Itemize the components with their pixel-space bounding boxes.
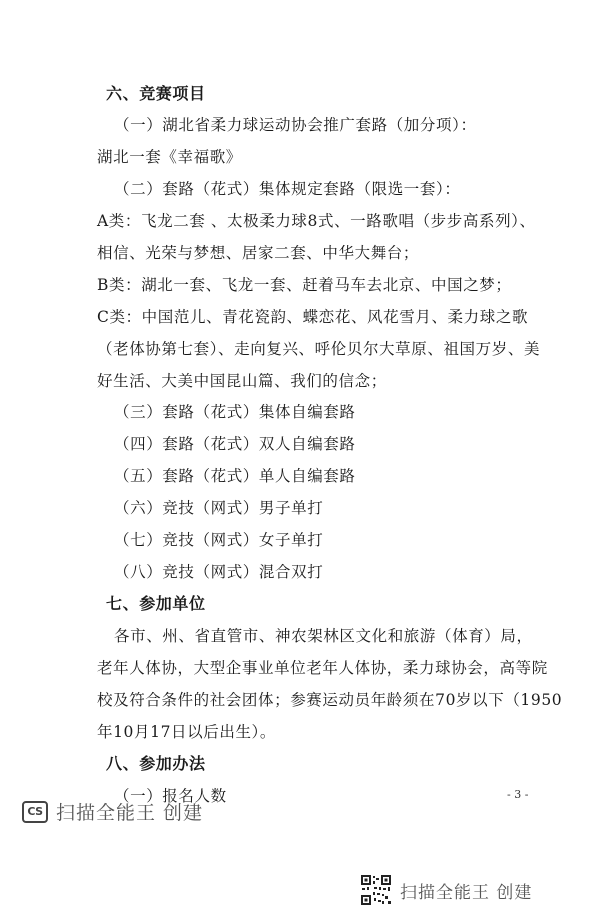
text-line: 年10月17日以后出生）。 — [97, 723, 276, 741]
text-line: 湖北一套《幸福歌》 — [97, 148, 242, 166]
scanner-watermark-footer — [360, 874, 532, 906]
text-line: A类：飞龙二套 、太极柔力球8式、一路歌唱（步步高系列）、 — [97, 212, 536, 230]
text-line: C类：中国范儿、青花瓷韵、蝶恋花、风花雪月、柔力球之歌 — [97, 308, 529, 326]
scanner-watermark — [22, 798, 203, 825]
text-line: 好生活、大美中国昆山篇、我们的信念； — [97, 372, 387, 390]
qr-code-icon — [360, 874, 392, 906]
text-line: （老体协第七套）、走向复兴、呼伦贝尔大草原、祖国万岁、美 — [97, 340, 541, 358]
list-item: （一）报名人数 — [114, 787, 227, 805]
list-item: （七）竞技（网式）女子单打 — [114, 531, 324, 549]
text-line: 老年人体协，大型企事业单位老年人体协，柔力球协会，高等院 — [97, 659, 548, 677]
section-heading-competition-events: 六、竞赛项目 — [106, 84, 206, 103]
watermark-text: 扫描全能王 创建 — [56, 802, 204, 824]
section-heading-participation-method: 八、参加办法 — [106, 754, 206, 773]
item-promotion-routine: （一）湖北省柔力球运动协会推广套路（加分项）： — [114, 116, 477, 134]
text-line: 校及符合条件的社会团体；参赛运动员年龄须在70岁以下（1950 — [97, 691, 563, 709]
list-item: （八）竞技（网式）混合双打 — [114, 563, 324, 581]
watermark-text: 扫描全能王 创建 — [400, 882, 533, 903]
text-line: 各市、州、省直管市、神农架林区文化和旅游（体育）局， — [114, 627, 533, 645]
list-item: （六）竞技（网式）男子单打 — [114, 499, 324, 517]
list-item: （三）套路（花式）集体自编套路 — [114, 403, 356, 421]
camscanner-logo-icon: CS — [22, 801, 48, 823]
list-item: （五）套路（花式）单人自编套路 — [114, 467, 356, 485]
text-line: 相信、光荣与梦想、居家二套、中华大舞台； — [97, 244, 420, 262]
text-line: B类：湖北一套、飞龙一套、赶着马车去北京、中国之梦； — [97, 276, 512, 294]
item-group-routine: （二）套路（花式）集体规定套路（限选一套）： — [114, 180, 461, 198]
section-heading-participating-units: 七、参加单位 — [106, 594, 206, 613]
list-item: （四）套路（花式）双人自编套路 — [114, 435, 356, 453]
page-number: - 3 - — [507, 788, 529, 801]
